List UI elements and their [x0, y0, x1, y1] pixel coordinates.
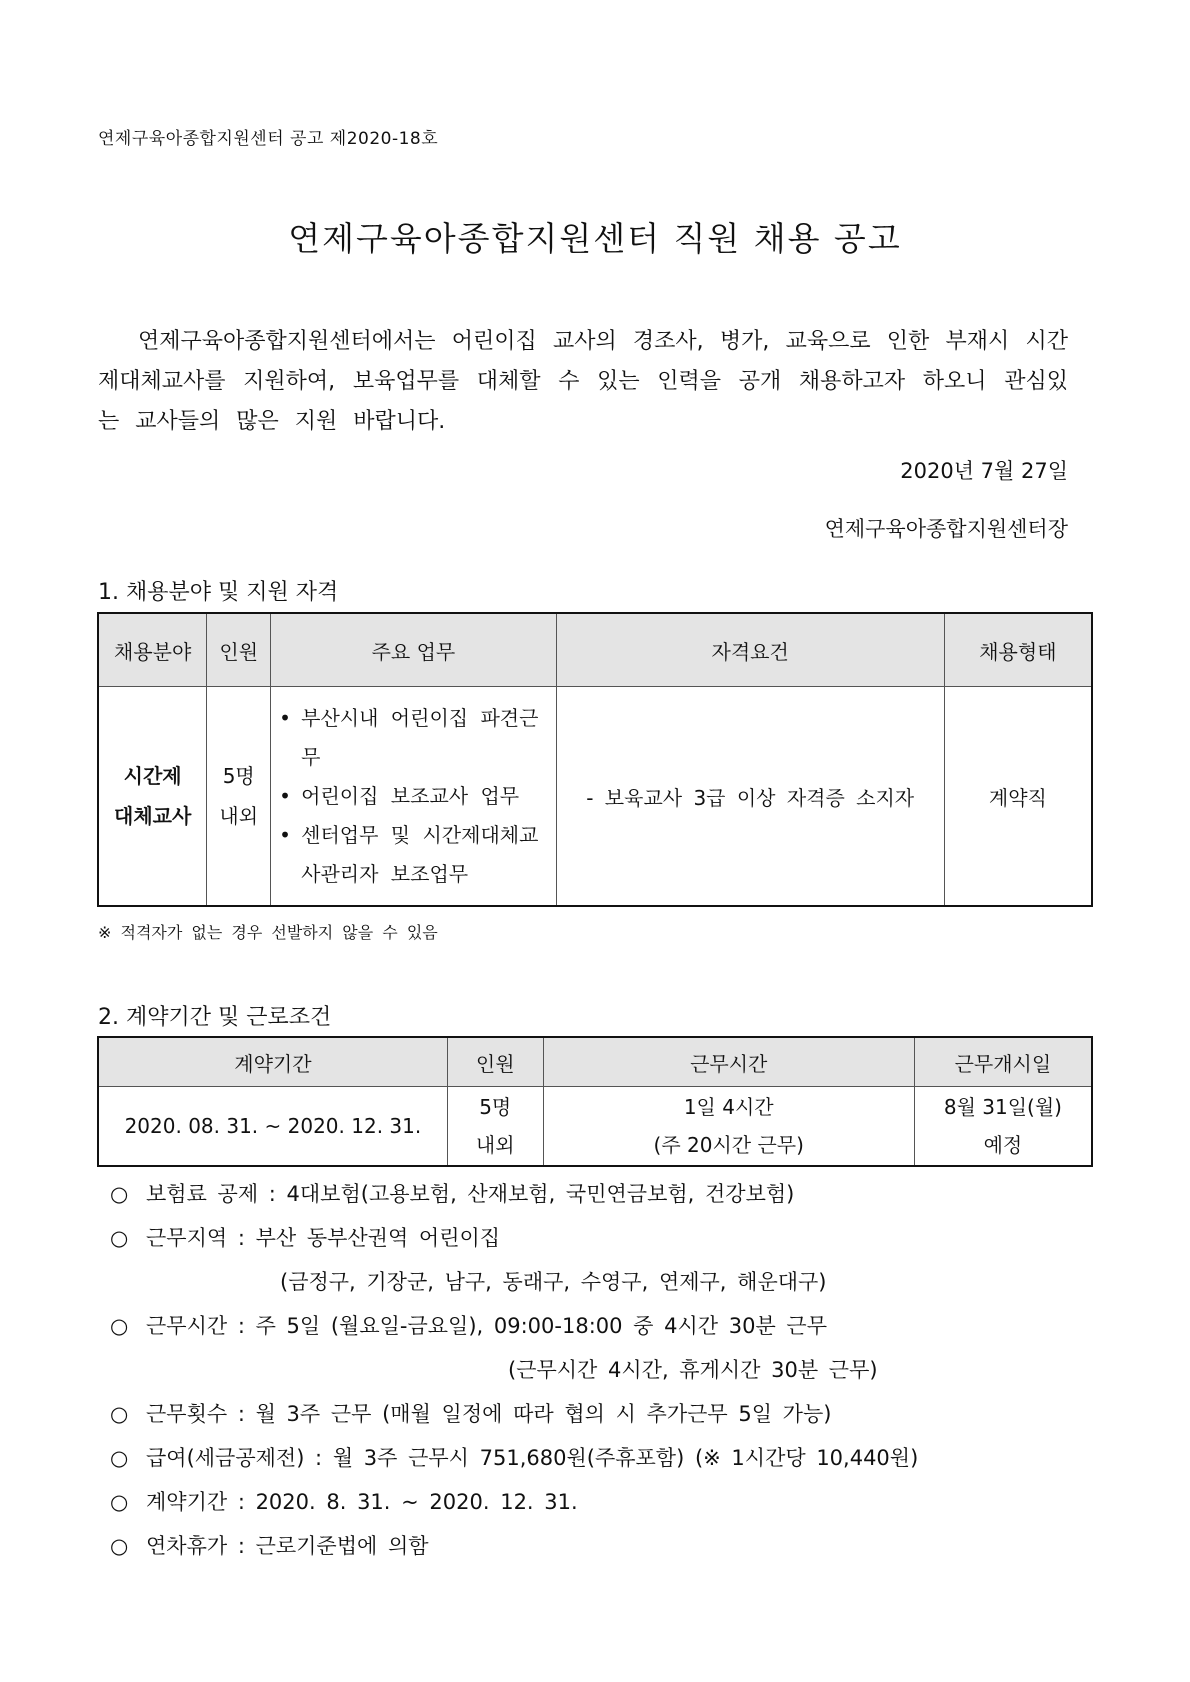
header-period: 계약기간	[98, 1037, 447, 1087]
hours-line2: (주 20시간 근무)	[653, 1133, 804, 1157]
count-line1: 5명	[222, 764, 255, 788]
count-line2: 내외	[219, 804, 259, 828]
annual-leave-text: 연차휴가 : 근로기준법에 의함	[146, 1534, 429, 1558]
cell-count	[447, 1087, 543, 1167]
list-item	[110, 1172, 1070, 1216]
salary-text: 급여(세금공제전) : 월 3주 근무시 751,680원(주휴포함) (※ 1시간당 10,440원)	[146, 1446, 919, 1470]
circle-bullet-icon: ○	[110, 1446, 129, 1470]
circle-bullet-icon: ○	[110, 1314, 129, 1338]
contract-table	[97, 1036, 1093, 1167]
recruitment-table	[97, 612, 1093, 907]
list-item: • 부산시내 어린이집 파견근무	[279, 699, 549, 777]
field-line2: 대체교사	[114, 804, 192, 828]
list-item: • 어린이집 보조교사 업무	[279, 777, 549, 816]
signer: 연제구육아종합지원센터장	[824, 517, 1068, 541]
page-title: 연제구육아종합지원센터 직원 채용 공고	[288, 219, 902, 258]
area-detail-text: (금정구, 기장군, 남구, 동래구, 수영구, 연제구, 해운대구)	[280, 1270, 827, 1294]
cell-field	[98, 687, 207, 907]
header-start-date: 근무개시일	[914, 1037, 1092, 1087]
list-item	[110, 1436, 1070, 1480]
table-row	[98, 687, 1092, 907]
cell-period: 2020. 08. 31. ~ 2020. 12. 31.	[98, 1087, 447, 1167]
cell-duties	[271, 687, 556, 907]
cell-hours	[543, 1087, 914, 1167]
footnote: ※ 적격자가 없는 경우 선발하지 않을 수 있음	[98, 923, 438, 942]
table-header-row	[98, 1037, 1092, 1087]
hours-detail-text: (근무시간 4시간, 휴게시간 30분 근무)	[508, 1358, 878, 1382]
hours-line1: 1일 4시간	[683, 1095, 774, 1119]
list-item: • 센터업무 및 시간제대체교사관리자 보조업무	[279, 816, 549, 894]
cell-employment-type: 계약직	[944, 687, 1092, 907]
cell-qualification: - 보육교사 3급 이상 자격증 소지자	[556, 687, 944, 907]
notice-date: 2020년 7월 27일	[900, 459, 1068, 483]
notice-number: 연제구육아종합지원센터 공고 제2020-18호	[98, 129, 439, 149]
circle-bullet-icon: ○	[110, 1490, 129, 1514]
section2-heading: 2. 계약기간 및 근로조건	[98, 1005, 332, 1030]
intro-paragraph: 연제구육아종합지원센터에서는 어린이집 교사의 경조사, 병가, 교육으로 인한 부재시 시간제대체교사를 지원하여, 보육업무를 대체할 수 있는 인력을 공개 채용하고자 하오니 관심있는 교사들의 많은 지원 바랍니다.	[98, 329, 1068, 434]
list-item	[110, 1304, 1070, 1392]
circle-bullet-icon: ○	[110, 1182, 129, 1206]
header-field: 채용분야	[98, 613, 207, 687]
hours-text: 근무시간 : 주 5일 (월요일-금요일), 09:00-18:00 중 4시간 30분 근무	[146, 1314, 827, 1338]
section1-heading: 1. 채용분야 및 지원 자격	[98, 580, 339, 605]
list-item	[110, 1392, 1070, 1436]
list-item	[110, 1524, 1070, 1568]
list-item	[110, 1216, 1070, 1304]
start-line2: 예정	[983, 1133, 1023, 1157]
duties-list	[271, 699, 555, 894]
contract-period-text: 계약기간 : 2020. 8. 31. ~ 2020. 12. 31.	[146, 1490, 578, 1514]
insurance-text: 보험료 공제 : 4대보험(고용보험, 산재보험, 국민연금보험, 건강보험)	[146, 1182, 795, 1206]
count-line1: 5명	[479, 1095, 512, 1119]
circle-bullet-icon: ○	[110, 1226, 129, 1250]
header-count: 인원	[207, 613, 271, 687]
circle-bullet-icon: ○	[110, 1402, 129, 1426]
circle-bullet-icon: ○	[110, 1534, 129, 1558]
header-duties: 주요 업무	[271, 613, 556, 687]
header-hours: 근무시간	[543, 1037, 914, 1087]
conditions-list	[110, 1172, 1070, 1568]
area-text: 근무지역 : 부산 동부산권역 어린이집	[146, 1226, 501, 1250]
header-employment-type: 채용형태	[944, 613, 1092, 687]
cell-start-date	[914, 1087, 1092, 1167]
count-line2: 내외	[475, 1133, 515, 1157]
list-item	[110, 1480, 1070, 1524]
cell-count	[207, 687, 271, 907]
table-row	[98, 1087, 1092, 1167]
field-line1: 시간제	[123, 764, 182, 788]
header-count: 인원	[447, 1037, 543, 1087]
start-line1: 8월 31일(월)	[943, 1095, 1062, 1119]
frequency-text: 근무횟수 : 월 3주 근무 (매월 일정에 따라 협의 시 추가근무 5일 가능)	[146, 1402, 832, 1426]
header-qualification: 자격요건	[556, 613, 944, 687]
table-header-row	[98, 613, 1092, 687]
